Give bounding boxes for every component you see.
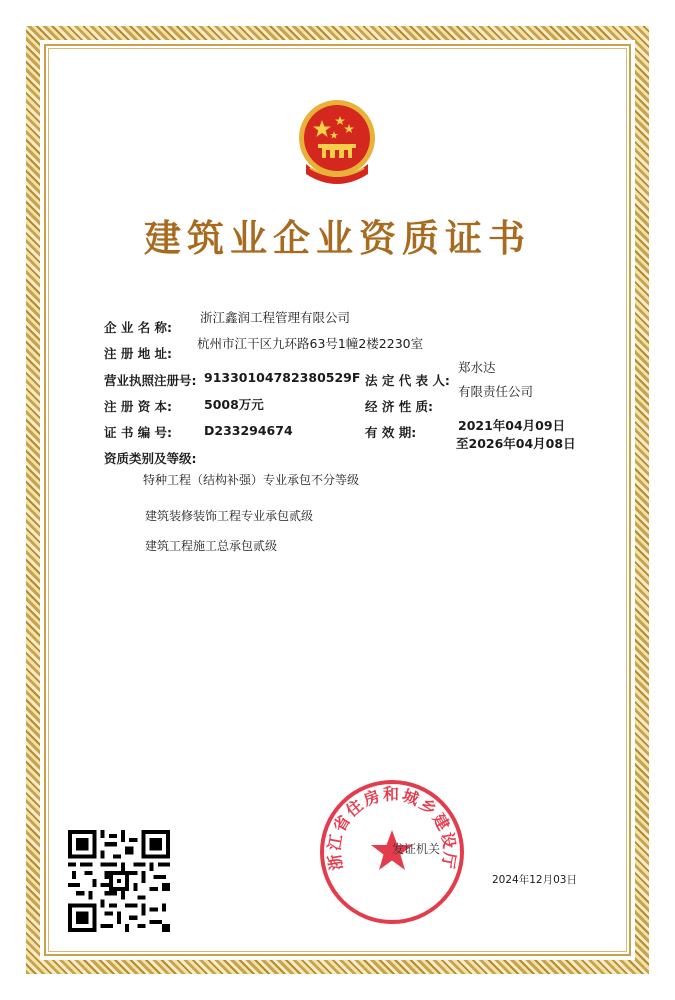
cert-no-label: 证 书 编 号: [104, 425, 173, 440]
qualification-item: 建筑装修装饰工程专业承包贰级 [145, 509, 314, 523]
license-no-label: 营业执照注册号: [104, 373, 197, 388]
legal-rep-value: 郑水达 [458, 360, 496, 375]
official-seal [318, 778, 466, 926]
capital-label: 注 册 资 本: [104, 399, 173, 414]
validity-from-value: 2021年04月09日 [458, 418, 566, 433]
qualification-item: 建筑工程施工总承包贰级 [145, 539, 278, 553]
legal-rep-label: 法 定 代 表 人: [365, 373, 450, 388]
cert-no-value: D233294674 [204, 423, 293, 438]
capital-value: 5008万元 [204, 397, 264, 412]
company-name-value: 浙江鑫润工程管理有限公司 [200, 310, 351, 325]
issue-date: 2024年12月03日 [492, 874, 577, 886]
qualification-label: 资质类别及等级: [104, 451, 197, 466]
qualification-item: 特种工程（结构补强）专业承包不分等级 [143, 473, 360, 487]
validity-label: 有 效 期: [365, 425, 417, 440]
economic-type-label: 经 济 性 质: [365, 399, 434, 414]
address-value: 杭州市江干区九环路63号1幢2楼2230室 [197, 336, 424, 351]
qr-code-icon [68, 830, 170, 932]
company-name-label: 企 业 名 称: [104, 320, 173, 335]
validity-to-value: 至2026年04月08日 [456, 436, 576, 451]
economic-type-value: 有限责任公司 [458, 384, 534, 399]
license-no-value: 91330104782380529F [204, 370, 361, 385]
seal-issuer-label: 发证机关 [391, 842, 441, 856]
address-label: 注 册 地 址: [104, 346, 173, 361]
national-emblem-icon [296, 98, 378, 192]
seal-ring-text: 浙江省住房和城乡建设厅 [324, 784, 460, 872]
certificate-title: 建筑业企业资质证书 [144, 216, 531, 260]
